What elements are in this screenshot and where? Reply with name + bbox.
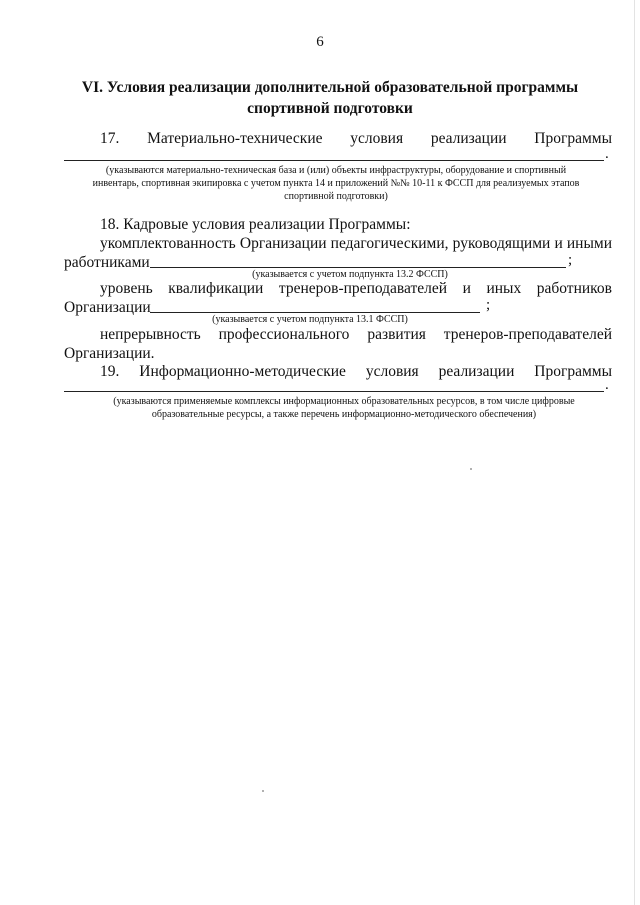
qualification-word: уровень xyxy=(100,280,153,297)
item17-word: 17. Материально-технические xyxy=(100,130,323,147)
item19-word: Информационно-методические xyxy=(139,363,346,380)
staffing-label: работниками xyxy=(64,254,150,271)
qualification-label: Организации xyxy=(64,299,151,316)
qualification-end-mark: ; xyxy=(486,297,491,313)
section-title-line1: VI. Условия реализации дополнительной образовательной программы xyxy=(81,79,579,96)
section-title xyxy=(60,77,600,119)
item19-word: условия xyxy=(365,363,419,380)
development-word: профессионального xyxy=(218,326,350,343)
item19-note: (указываются применяемые комплексы информационных образовательных ресурсов, в том числе цифровые образовательные ресурсы, а также перечень информационно-методического обеспечения) xyxy=(113,396,575,420)
item19-fill-line xyxy=(64,391,604,392)
qualification-word: тренеров-преподавателей xyxy=(278,280,448,297)
qualification-word: иных xyxy=(486,280,522,297)
item17-word: Программы xyxy=(534,130,613,147)
item18-development-line1 xyxy=(64,325,612,345)
item19-end-mark: . xyxy=(605,377,609,393)
item18-qualification-line1 xyxy=(64,279,612,299)
qualification-word: квалификации xyxy=(168,280,264,297)
item17-line xyxy=(64,129,612,149)
item19-word: реализации xyxy=(438,363,515,380)
item18-staffing-line1: укомплектованность Организации педагогическими, руководящими и иными xyxy=(100,235,612,252)
qualification-note: (указывается с учетом подпункта 13.1 ФССП) xyxy=(212,314,408,325)
staffing-end-mark: ; xyxy=(568,252,573,268)
qualification-word: и xyxy=(462,280,471,297)
item17-word: условия xyxy=(350,130,404,147)
item17-fill-line xyxy=(64,160,604,161)
scan-edge xyxy=(634,0,635,905)
qualification-word: работников xyxy=(536,280,612,297)
scan-speck xyxy=(470,468,472,470)
item19-line xyxy=(64,362,612,382)
item18-development-line2: Организации. xyxy=(64,345,155,362)
development-word: непрерывность xyxy=(100,326,201,343)
development-word: развития xyxy=(367,326,426,343)
item19-word: Программы xyxy=(534,363,613,380)
item17-end-mark: . xyxy=(605,146,609,162)
page-number: 6 xyxy=(316,34,324,50)
section-title-line2: спортивной подготовки xyxy=(247,100,413,117)
scan-speck xyxy=(262,790,264,792)
item18-heading: 18. Кадровые условия реализации Программы: xyxy=(100,216,411,233)
item19-word: 19. xyxy=(100,363,120,380)
item17-note: (указываются материально-техническая база и (или) объекты инфраструктуры, оборудование и спортивный инвентарь, спортивная экипировка с учетом пункта 14 и приложений №№ 10-11 к ФССП для реализуемых этапов спортивной подготовки) xyxy=(92,165,580,202)
item17-word: реализации xyxy=(430,130,507,147)
development-word: тренеров-преподавателей xyxy=(443,326,612,343)
staffing-note: (указывается с учетом подпункта 13.2 ФССП) xyxy=(252,269,448,280)
